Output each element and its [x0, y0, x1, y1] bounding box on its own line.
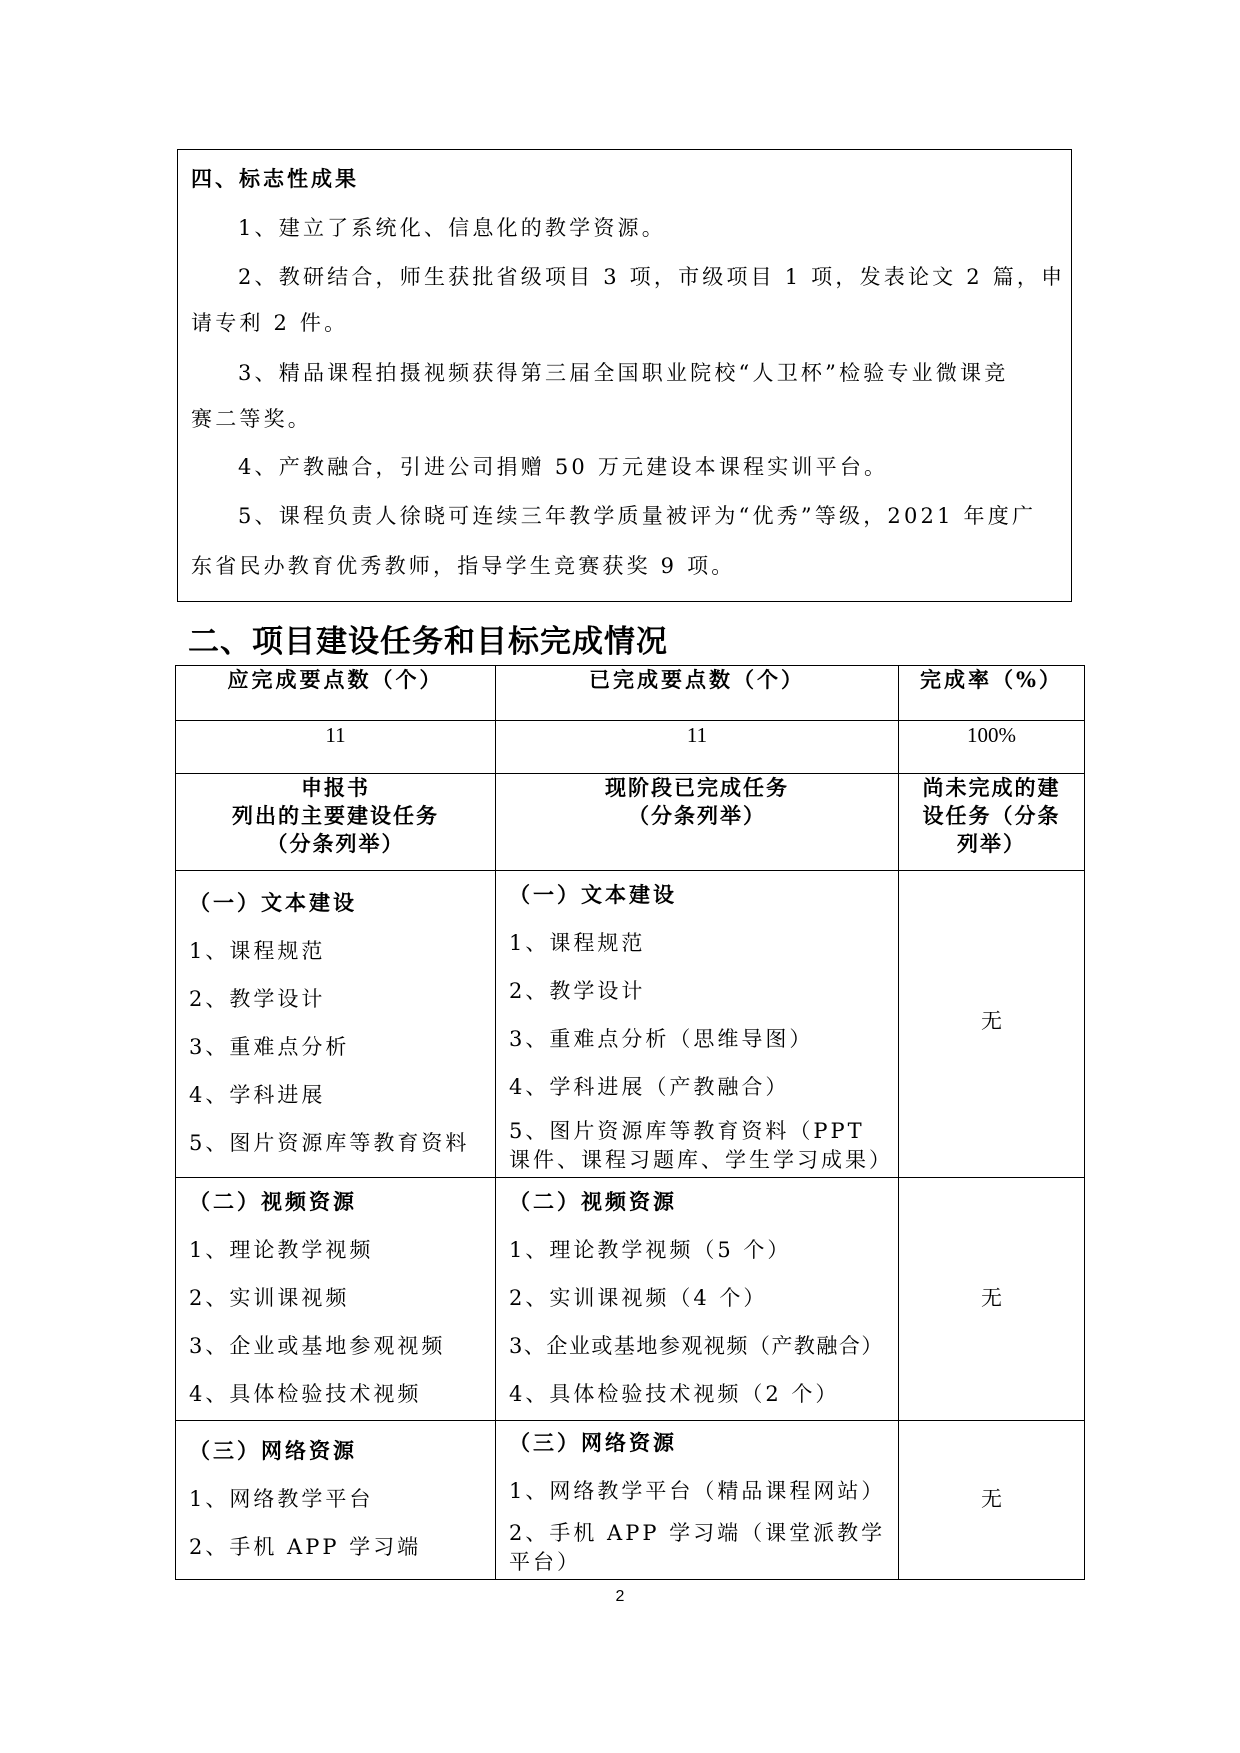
- value-completed-count: 11: [496, 721, 899, 774]
- planned-cell: [176, 1421, 496, 1580]
- achievement-line: 2、教研结合，师生获批省级项目 3 项，市级项目 1 项，发表论文 2 篇，申: [238, 265, 1066, 289]
- achievements-box: [177, 149, 1072, 602]
- group-title: （二）视频资源: [509, 1189, 677, 1214]
- achievements-heading: 四、标志性成果: [191, 166, 359, 191]
- list-item: 3、企业或基地参观视频（产教融合）: [509, 1334, 884, 1358]
- header-completion-rate: 完成率（%）: [899, 666, 1085, 721]
- achievement-line: 5、课程负责人徐晓可连续三年教学质量被评为“优秀”等级，2021 年度广: [238, 504, 1037, 528]
- unfinished-cell: [899, 1421, 1085, 1580]
- done-cell: [496, 1421, 899, 1580]
- subheader-planned: [176, 774, 496, 871]
- unfinished-value: 无: [981, 1009, 1002, 1033]
- list-item: 2、实训课视频（4 个）: [509, 1286, 768, 1310]
- list-item: 2、手机 APP 学习端（课堂派教学平台）: [509, 1521, 886, 1574]
- subheader-unfinished-line: 列举）: [957, 831, 1026, 856]
- list-item: 2、实训课视频: [189, 1286, 350, 1310]
- list-item: 3、重难点分析（思维导图）: [509, 1027, 814, 1051]
- list-item: 1、理论教学视频: [189, 1238, 374, 1262]
- subheader-done-line: 现阶段已完成任务: [605, 775, 789, 800]
- unfinished-cell: [899, 871, 1085, 1178]
- planned-cell: [176, 1178, 496, 1421]
- page-number: 2: [615, 1588, 625, 1605]
- table-header-row: [176, 666, 1085, 721]
- done-cell: [496, 1178, 899, 1421]
- group-title: （一）文本建设: [509, 882, 677, 907]
- list-item: 1、网络教学平台（精品课程网站）: [509, 1479, 886, 1503]
- unfinished-value: 无: [981, 1286, 1002, 1310]
- group-title: （三）网络资源: [189, 1438, 357, 1463]
- header-completed-count: 已完成要点数（个）: [496, 666, 899, 721]
- subheader-done-line: （分条列举）: [628, 803, 766, 828]
- subheader-planned-line: 申报书: [301, 775, 370, 800]
- table-row-network-resources: [176, 1421, 1085, 1580]
- table-row-video-resources: [176, 1178, 1085, 1421]
- achievement-line: 东省民办教育优秀教师，指导学生竞赛获奖 9 项。: [191, 554, 736, 578]
- table-row-text-construction: [176, 871, 1085, 1178]
- achievement-line: 1、建立了系统化、信息化的教学资源。: [238, 216, 666, 240]
- subheader-unfinished-line: 设任务（分条: [922, 803, 1061, 828]
- list-item: 5、图片资源库等教育资料: [189, 1131, 470, 1155]
- section-title: 二、项目建设任务和目标完成情况: [188, 624, 668, 660]
- list-item: 4、具体检验技术视频（2 个）: [509, 1382, 840, 1406]
- list-item: 4、学科进展: [189, 1083, 326, 1107]
- header-required-count: 应完成要点数（个）: [176, 666, 496, 721]
- subheader-planned-line: 列出的主要建设任务: [232, 803, 439, 828]
- planned-cell: [176, 871, 496, 1178]
- table-subheader-row: [176, 774, 1085, 871]
- group-title: （二）视频资源: [189, 1189, 357, 1214]
- group-title: （一）文本建设: [189, 890, 357, 915]
- group-title: （三）网络资源: [509, 1430, 677, 1455]
- list-item: 1、课程规范: [189, 939, 326, 963]
- unfinished-value: 无: [981, 1487, 1002, 1511]
- subheader-unfinished-line: 尚未完成的建: [922, 775, 1061, 800]
- list-item: 1、课程规范: [509, 931, 646, 955]
- achievement-line: 赛二等奖。: [191, 407, 312, 431]
- achievement-line: 请专利 2 件。: [191, 311, 349, 335]
- list-item: 2、教学设计: [509, 979, 646, 1003]
- completion-table: [175, 665, 1085, 1580]
- value-required-count: 11: [176, 721, 496, 774]
- list-item: 1、网络教学平台: [189, 1487, 374, 1511]
- value-completion-rate: 100%: [899, 721, 1085, 774]
- list-item: 3、企业或基地参观视频: [189, 1334, 446, 1358]
- list-item: 2、教学设计: [189, 987, 326, 1011]
- table-values-row: [176, 721, 1085, 774]
- unfinished-cell: [899, 1178, 1085, 1421]
- list-item: 4、具体检验技术视频: [189, 1382, 422, 1406]
- subheader-unfinished: [899, 774, 1085, 871]
- subheader-done: [496, 774, 899, 871]
- achievement-line: 3、精品课程拍摄视频获得第三届全国职业院校“人卫杯”检验专业微课竞: [238, 361, 1009, 385]
- list-item: 2、手机 APP 学习端: [189, 1535, 422, 1559]
- done-cell: [496, 871, 899, 1178]
- achievement-line: 4、产教融合，引进公司捐赠 50 万元建设本课程实训平台。: [238, 455, 889, 479]
- list-item: 5、图片资源库等教育资料（PPT 课件、课程习题库、学生学习成果）: [509, 1119, 893, 1172]
- list-item: 3、重难点分析: [189, 1035, 350, 1059]
- subheader-planned-line: （分条列举）: [266, 831, 405, 856]
- list-item: 1、理论教学视频（5 个）: [509, 1238, 792, 1262]
- list-item: 4、学科进展（产教融合）: [509, 1075, 790, 1099]
